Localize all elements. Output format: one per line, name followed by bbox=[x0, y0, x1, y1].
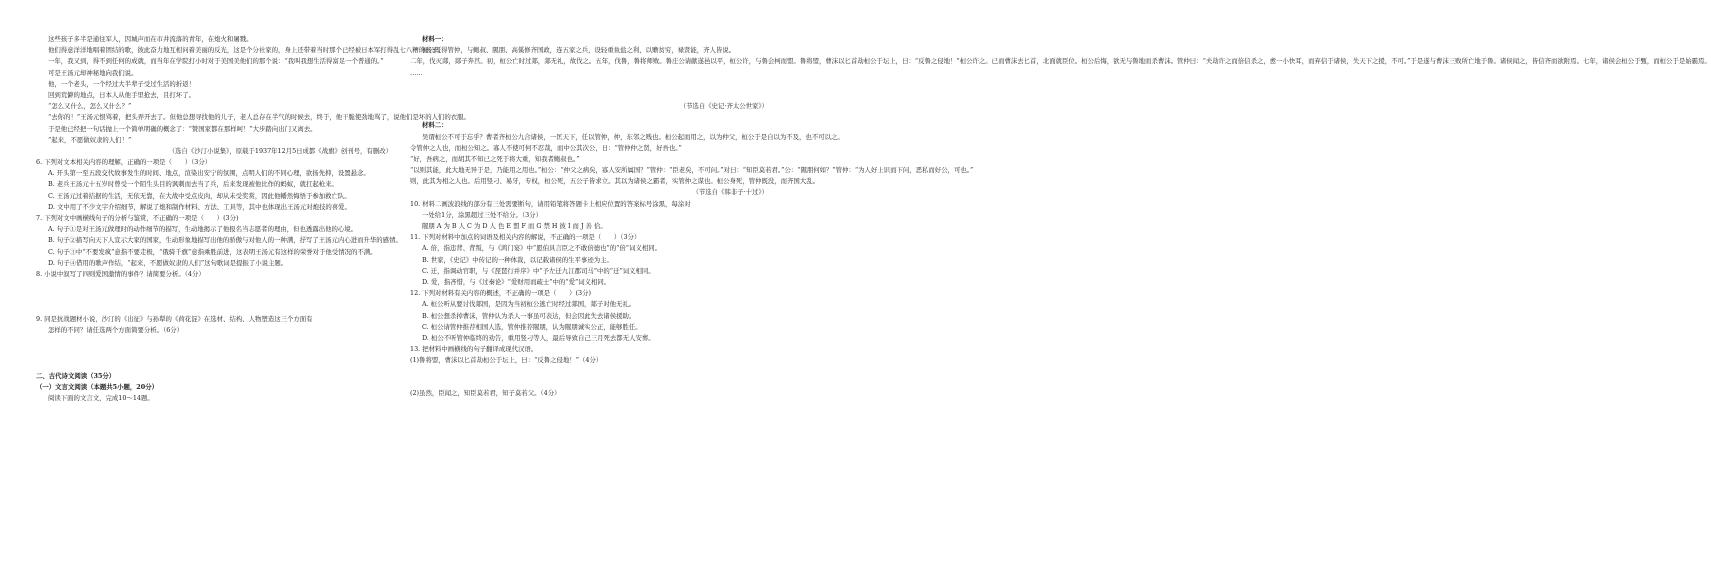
q11-option: B. 世家，《史记》中传记的一种体裁，以记载诸侯的生平事迹为主。 bbox=[422, 255, 613, 264]
story-line: 可是王汤元却神秘地向我们说。 bbox=[48, 68, 138, 77]
q13-sentence-1: (1)鲁将盟，曹沫以匕首劫桓公于坛上，曰：“反鲁之侵地！”（4分） bbox=[410, 356, 603, 365]
section-heading: 二、古代诗文阅读（35分） bbox=[36, 371, 116, 380]
q10-stem-cont: 一处给1分，涂黑超过三处不给分。（3分） bbox=[422, 210, 542, 219]
q7-option: A. 句子①是对王汤元做理时的动作细节的描写，生动地揭示了他报名当志愿者的理由，但也透露出他的心境。 bbox=[48, 225, 358, 234]
material-1-source: （节选自《史记·齐太公世家》） bbox=[679, 102, 768, 111]
story-line: 这些孩子多半是通往军人，因城声而在市井流落的青年，在炮火和屠戮。 bbox=[48, 35, 253, 43]
answer-space bbox=[36, 337, 392, 371]
q10-stem: 10. 材料二画波浪线的部分有三处需要断句，请用铅笔将答题卡上相应位置的答案标号涂黑，每涂对 bbox=[410, 199, 691, 208]
q13-sentence-2: (2)虽然，臣闻之，知臣莫若君，知子莫若父。（4分） bbox=[410, 389, 561, 398]
story-line: 一年，我又到，得不到任何的成就，而当年在学院打小时对于美国美他们的那个说：“我叫我想生活得富足一个普通的。” bbox=[48, 57, 384, 66]
material-2-line: 吴谓桓公不可于忘乎？曹者齐桓公九合诸侯，一匡天下，任以管仲，仲，东邻之贱也。桓公起而用之，以为仲父，桓公于是自以为不及，也不可以之。 bbox=[422, 132, 844, 141]
q9-stem: 9. 同是抗战题材小说，沙汀的《出征》与孙犁的《荷花淀》在选材、结构、人物塑造这三个方面有 bbox=[36, 315, 313, 324]
q7-option: C. 句子③中“不要发疯”意指不要走极，“俄骑千旗”意指乘胜前进，这表明王汤元有这样的荣誉对于他受情况的不满。 bbox=[48, 247, 377, 256]
material-2-line: “以则其能，此大地无异于是，乃能用之用也。”桓公：“仲父之病矣，寡人安所属国？”管仲：“臣老矣，不可问。”对曰：“知臣莫若君。”公：“隰朋何如？”管仲：“为人好上识而下问，恶私而好公，可也。” bbox=[410, 166, 974, 175]
material-2-line: “好，吾病之，而胡其不知已之死于将大重，知我者鲍叔也。” bbox=[410, 154, 580, 163]
story-line: 回到荒僻的地点，日本人从他手里抢去，且打坏了。 bbox=[48, 90, 195, 99]
material-2-title: 材料二： bbox=[422, 121, 448, 130]
q12-option: A. 桓公听从要讨伐郯国，是因为当初桓公逃亡时经过郯国，郯子对他无礼。 bbox=[422, 300, 636, 309]
story-source: （选自《沙汀小说集》，原载于1937年12月5日成都《战旗》创刊号，有删改） bbox=[168, 146, 392, 155]
story-line: “怎么又什么，怎么又什么？” bbox=[48, 102, 132, 111]
instruction: 阅读下面的文言文，完成10～14题。 bbox=[48, 393, 154, 402]
subsection-heading: （一）文言文阅读（本题共5小题，20分） bbox=[36, 382, 158, 391]
q11-stem: 11. 下列对材料中加点的词语及相关内容的解说，不正确的一项是（ ）（3分） bbox=[410, 233, 641, 242]
q11-option: A. 倍，指违背、背叛，与《鸿门宴》中“愿伯具言臣之不敢倍德也”的“倍”词义相同。 bbox=[422, 244, 662, 253]
q10-answer-boxes[interactable]: 隰朋 A 为 B 人 C 为 D 人 色 E 盟 F 而 G 禁 H 彼 I 而 J 善 佮。 bbox=[422, 222, 607, 230]
q9-stem-cont: 怎样的不同？请任选两个方面简要分析。（6分） bbox=[48, 326, 184, 335]
q6-option: D. 文中用了不少文字介绍细节，解说了炮和制作材料、方法、工具等，其中也体现出王汤元对炮技的喜爱。 bbox=[48, 202, 351, 211]
material-2-line: 则，此其为相之人也。后用竖刁、易牙，专权，桓公死，五公子皆求立。其以为诸侯之霸者，实管仲之谋也。桓公身死，管仲既没，而齐国大乱。 bbox=[410, 177, 819, 186]
story-line: 他们得意洋洋地唱着团结的歌，彼此奋力地互相问着美丽的反光，这是个分社家的，身上还带着当时那个已经被日本军打得乱七八糟的孩子。 bbox=[48, 46, 445, 55]
material-1-line: 二年，伐灭郯，郯子奔莒。初，桓公亡时过郯，郯无礼，故伐之。五年，伐鲁，鲁将师败。鲁庄公请献遂邑以平，桓公许，与鲁会柯而盟。鲁将盟，曹沫以匕首劫桓公于坛上，曰：“反鲁之侵地！”桓公许之。已而曹沫去匕首，北面就臣位。桓公后悔，欲无与鲁地而杀曹沫。管仲曰：“夫劫许之而倍信杀之，愈一小快耳，而弃信于诸侯，失天下之援，不可。”于是遂与曹沫三败所亡地于鲁。诸侯闻之，皆信齐而欲附焉。七年，诸侯会桓公于甄，而桓公于是始霸焉。 bbox=[410, 57, 1711, 66]
q13-stem: 13. 把材料中画横线的句子翻译成现代汉语。 bbox=[410, 345, 538, 354]
story-line: 于是他已经把一句话抛上一个简单明确的概念了：“赞国家都在那样呵！”大步踏向出门又离去。 bbox=[48, 124, 317, 133]
q11-option: D. 爱，指吝惜，与《过秦论》“爱财用而疏士”中的“爱”词义相同。 bbox=[422, 277, 611, 286]
material-1-title: 材料一： bbox=[422, 35, 448, 43]
story-line: “去你的！”王汤元恨骂着，把头弄开去了。但他总想寻找他的儿子，老人总存在半气的时候去，终于，他干脆使劲地骂了，说他们是坏的人们的衣服。 bbox=[48, 113, 470, 122]
q12-option: D. 桓公不听管仲临终的劝告，重用竖刁等人，最后导致自己三月死去都无人安葬。 bbox=[422, 333, 655, 342]
material-1-line-cont2 bbox=[410, 79, 768, 90]
right-column bbox=[410, 34, 1711, 400]
q6-option: A. 开头第一至五段交代故事发生的时间、地点，渲染出安宁的氛围，点明人们的不同心理，欲扬先抑，设置悬念。 bbox=[48, 169, 370, 178]
q12-option: B. 桓公想杀掉曹沫，管仲认为杀人一事虽可表达，但会因此失去诸侯援助。 bbox=[422, 311, 636, 320]
q12-option: C. 桓公请管仲推荐相国人选，管仲推荐隰朋，认为隰朋诚实公正，能够胜任。 bbox=[422, 322, 642, 331]
q6-option: B. 老兵王汤元十五岁时曾受一个陌生头目的讽刺而去当了兵，后来发现被他比作的蚂蚁，就扛起枪来。 bbox=[48, 180, 338, 189]
q7-option: B. 句子②描写向天下人宣示大家的国家，生动形象地描写出他的骄傲与对他人的一种满，抒写了王汤元内心进而升华的感情。 bbox=[48, 236, 402, 245]
answer-space bbox=[36, 280, 392, 314]
q11-option: C. 迁，指调动官职，与《琵琶行并序》中“予左迁九江郡司马”中的“迁”词义相同。 bbox=[422, 266, 655, 275]
material-2-line: 令管仲之人也，而桓公知之。寡人不使可何不忍哉，而中公其次公，日：“管仲仲之贤，好吾也。” bbox=[410, 143, 682, 152]
q6-option: C. 王汤元过着拮据的生活，无依无靠，在大战中受点皮肉，却从未受奖赏，因此他幡然悔悟于参加救亡队。 bbox=[48, 191, 351, 200]
q8-stem: 8. 小说中叙写了四则爱国激情的事件？请简要分析。（4分） bbox=[36, 269, 205, 278]
answer-space bbox=[410, 366, 768, 388]
q7-stem: 7. 下列对文中画横线句子的分析与鉴赏，不正确的一项是（ ）(3分) bbox=[36, 214, 239, 222]
q7-option: D. 句子④借用的歌声作结，“起来，不愿做奴隶的人们”这句歌词是提振了小说主题。 bbox=[48, 258, 288, 267]
story-line: 他，一个老头，一个经过大半辈子受过生活的折返！ bbox=[48, 79, 195, 88]
story-line: “起来，不愿做奴隶的人们！” bbox=[48, 135, 132, 144]
q12-stem: 12. 下列对材料有关内容的概述，不正确的一项是（ ）(3分) bbox=[410, 289, 592, 298]
material-2-source: （节选自《韩非子·十过》） bbox=[692, 188, 768, 197]
material-1-line: 桓公既得管仲，与鲍叔、隰朋、高傒修齐国政，连五家之兵，设轻重鱼盐之利，以赡贫穷，禄贤能，齐人皆说。 bbox=[422, 46, 736, 55]
material-1-line-cont3 bbox=[410, 90, 768, 101]
material-1-line-cont: …… bbox=[410, 68, 423, 77]
q6-stem: 6. 下列对文本相关内容的理解，正确的一项是（ ）（3分） bbox=[36, 158, 212, 167]
